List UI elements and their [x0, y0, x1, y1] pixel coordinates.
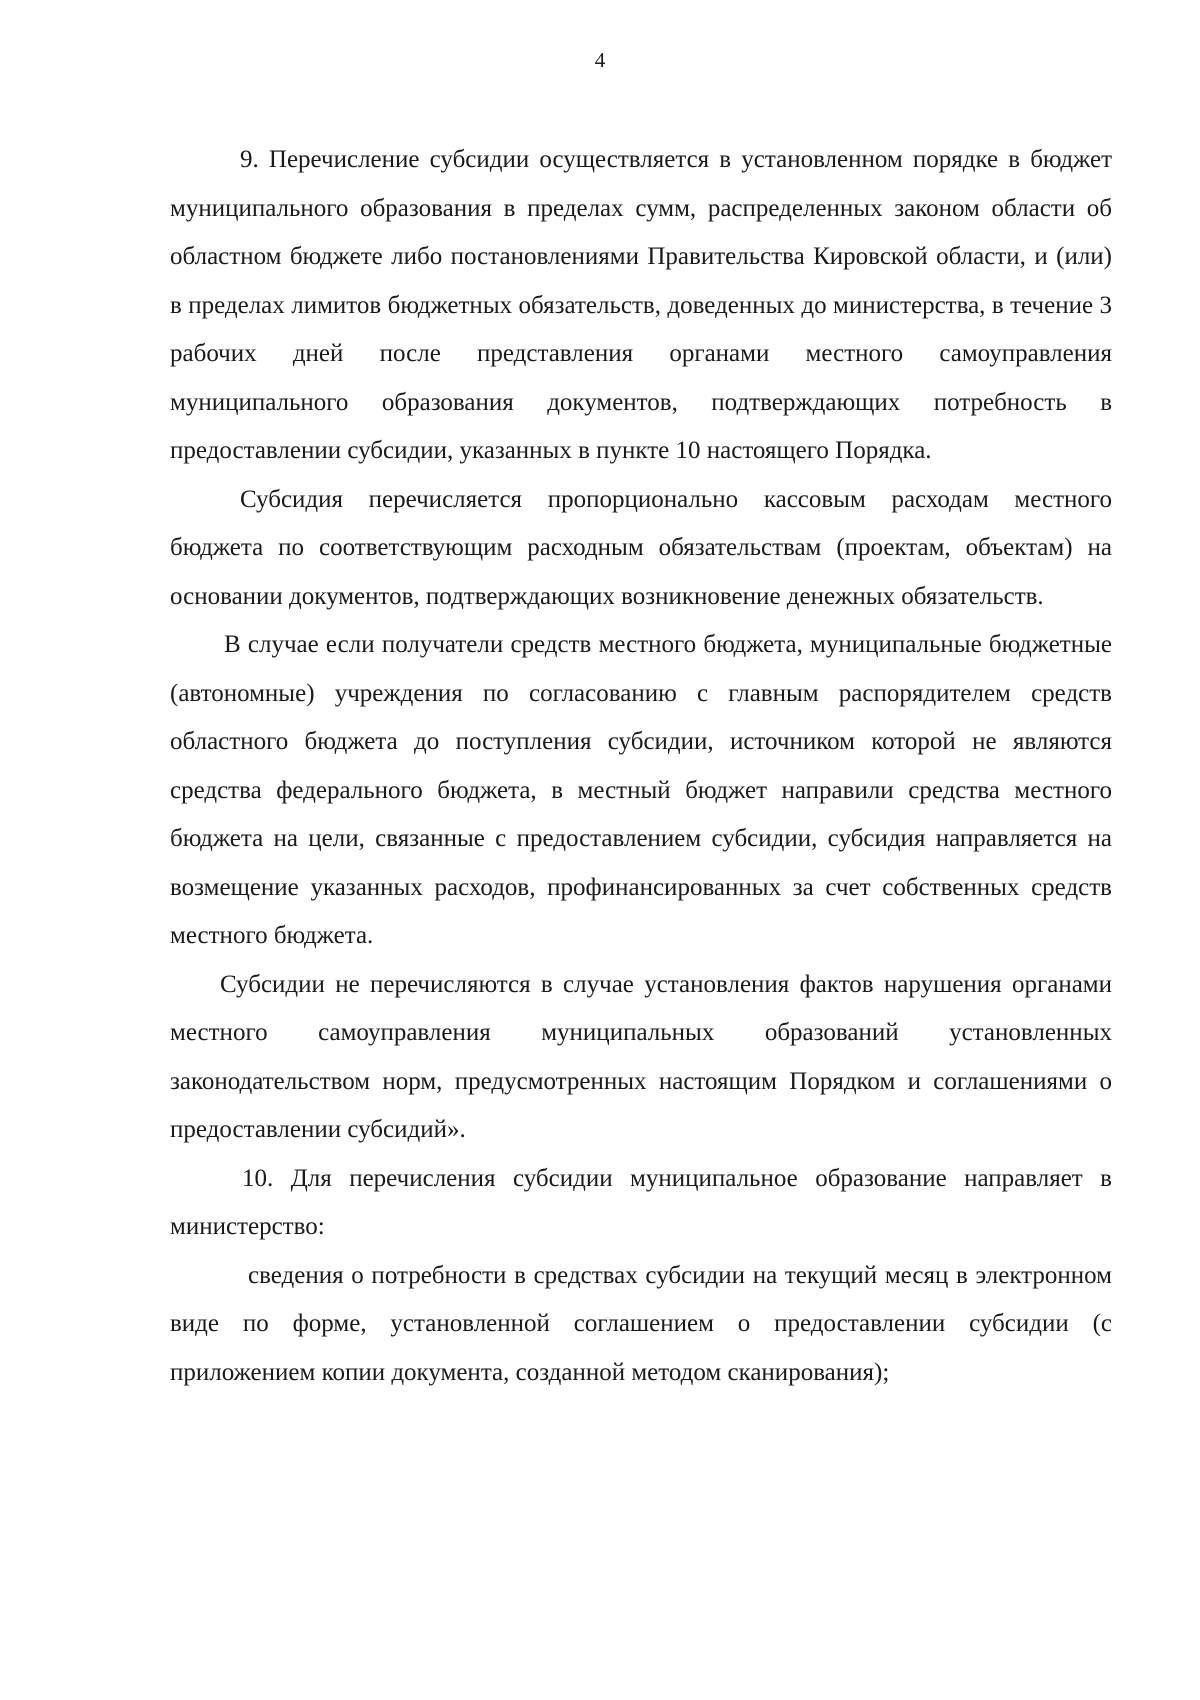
- page-number: 4: [594, 48, 606, 72]
- paragraph-clause-9: 9. Перечисление субсидии осуществляется в установленном порядке в бюджет муниципального образования в пределах сумм, распределенных законом области об областном бюджете либо постановлениями Правительства Кировской области, и (или) в пределах лимитов бюджетных обязательств, доведенных до министерства, в течение 3 рабочих дней после представления органами местного самоуправления муниципального образования документов, подтверждающих потребность в предоставлении субсидии, указанных в пункте 10 настоящего Порядка.: [170, 146, 1112, 464]
- paragraph-reimbursement: В случае если получатели средств местного бюджета, муниципальные бюджетные (автономные) учреждения по согласованию с главным распорядителем средств областного бюджета до поступления субсидии, источником которой не являются средства федерального бюджета, в местный бюджет направили средства местного бюджета на цели, связанные с предоставлением субсидии, субсидия направляется на возмещение указанных расходов, профинансированных за счет собственных средств местного бюджета.: [170, 631, 1112, 949]
- document-body: [170, 136, 1112, 1397]
- paragraph-clause-10: 10. Для перечисления субсидии муниципальное образование направляет в министерство:: [170, 1164, 1112, 1240]
- paragraph-needs-info: сведения о потребности в средствах субсидии на текущий месяц в электронном виде по форме, установленной соглашением о предоставлении субсидии (с приложением копии документа, созданной методом сканирования);: [170, 1261, 1112, 1386]
- paragraph-non-transfer: Субсидии не перечисляются в случае установления фактов нарушения органами местного самоуправления муниципальных образований установленных законодательством норм, предусмотренных настоящим Порядком и соглашениями о предоставлении субсидий».: [170, 970, 1112, 1143]
- paragraph-subsidy-transfer: Субсидия перечисляется пропорционально кассовым расходам местного бюджета по соответствующим расходным обязательствам (проектам, объектам) на основании документов, подтверждающих возникновение денежных обязательств.: [170, 485, 1112, 610]
